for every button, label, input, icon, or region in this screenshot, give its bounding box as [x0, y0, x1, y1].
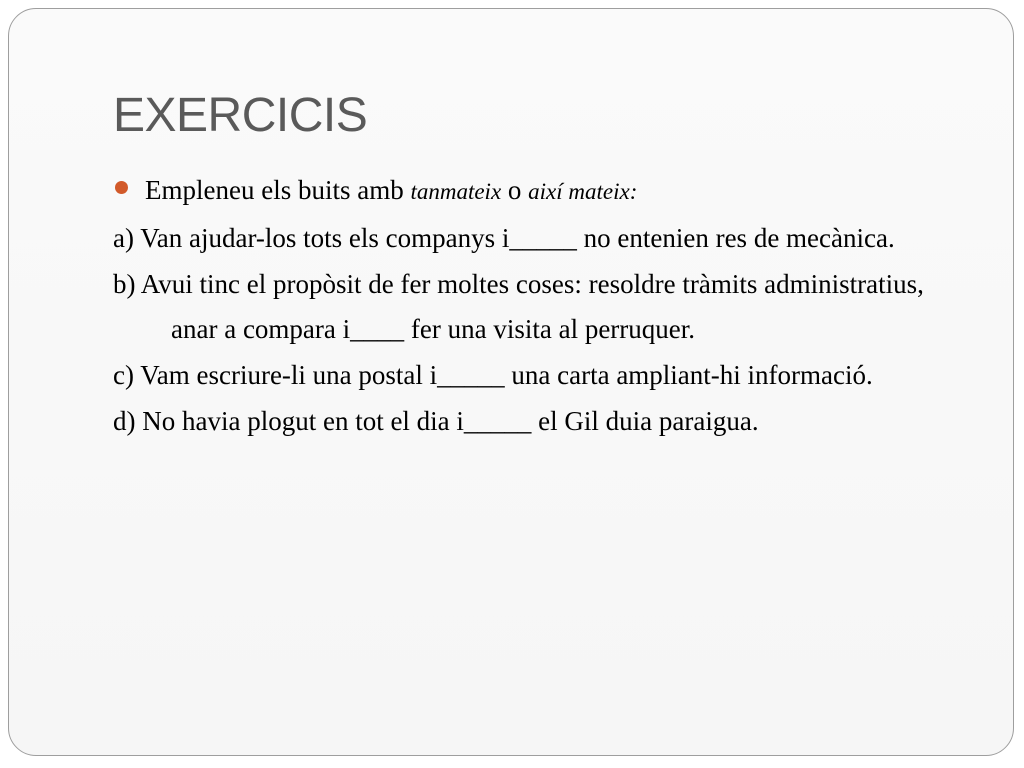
- instruction-connector: o: [501, 175, 529, 205]
- exercise-item-c: c) Vam escriure-li una postal i_____ una carta ampliant-hi informació.: [113, 360, 873, 390]
- instruction-bullet: [113, 168, 953, 214]
- instruction-prefix: Empleneu els buits amb: [145, 175, 411, 205]
- term-tanmateix: tanmateix: [410, 179, 502, 204]
- slide-content: [113, 168, 953, 445]
- exercise-item-d: d) No havia plogut en tot el dia i_____ el Gil duia paraigua.: [113, 406, 759, 436]
- exercise-item-b: b) Avui tinc el propòsit de fer moltes coses: resoldre tràmits administratius, anar a compara i____ fer una visita al perruquer.: [113, 269, 924, 344]
- bullet-dot-icon: [115, 181, 128, 194]
- slide-title: EXERCICIS: [113, 89, 368, 142]
- exercise-item-a: a) Van ajudar-los tots els companys i_____ no entenien res de mecànica.: [113, 223, 895, 253]
- term-aixi-mateix: així mateix:: [528, 179, 638, 204]
